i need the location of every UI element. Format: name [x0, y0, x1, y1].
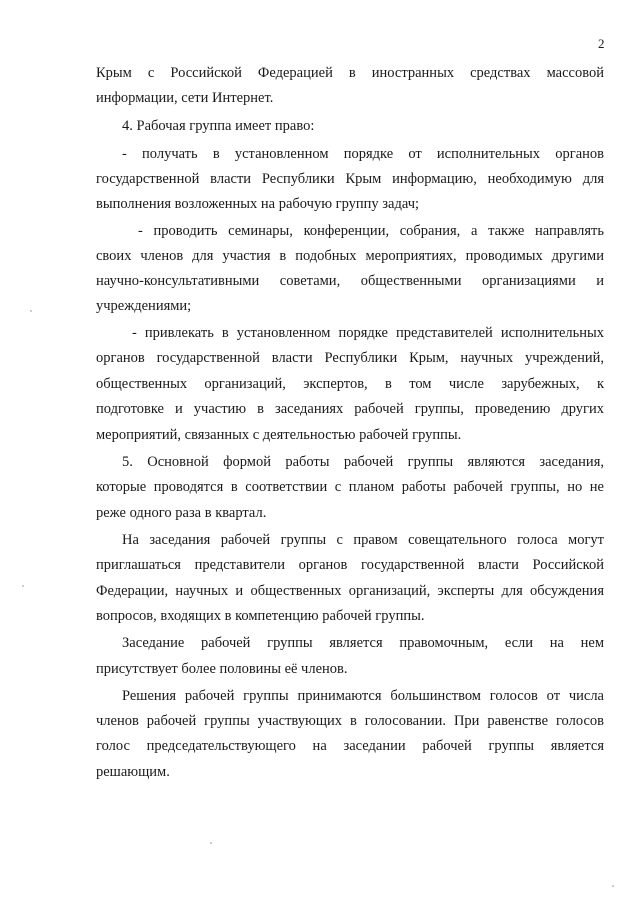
text-line: мероприятий, связанных с деятельностью рабочей группы. [96, 427, 462, 443]
text-line: государственной власти Республики Крым информацию, необходимую для [96, 171, 604, 187]
scan-speck [612, 885, 614, 887]
text-line: общественных организаций, экспертов, в том числе зарубежных, к [96, 376, 604, 392]
text-line: На заседания рабочей группы с правом совещательного голоса могут [122, 532, 604, 548]
text-line: которые проводятся в соответствии с планом работы рабочей группы, но не [96, 479, 604, 495]
text-line: Федерации, научных и общественных организаций, эксперты для обсуждения [96, 583, 604, 599]
text-line: научно-консультативными советами, общественными организациями и [96, 273, 604, 289]
text-line: голос председательствующего на заседании рабочей группы является [96, 738, 604, 754]
text-line: учреждениями; [96, 298, 192, 314]
text-line: 5. Основной формой работы рабочей группы являются заседания, [122, 454, 604, 470]
text-line: членов рабочей группы участвующих в голосовании. При равенстве голосов [96, 713, 604, 729]
text-line: присутствует более половины её членов. [96, 661, 348, 677]
text-line: реже одного раза в квартал. [96, 505, 267, 521]
text-line: - получать в установленном порядке от исполнительных органов [122, 146, 604, 162]
scan-speck [30, 310, 32, 312]
text-line: органов государственной власти Республики Крым, научных учреждений, [96, 350, 604, 366]
text-line: - проводить семинары, конференции, собрания, а также направлять [138, 223, 604, 239]
text-line: подготовке и участию в заседаниях рабочей группы, проведению других [96, 401, 604, 417]
text-line: Решения рабочей группы принимаются большинством голосов от числа [122, 688, 604, 704]
scan-speck [22, 585, 24, 587]
scan-speck [210, 842, 212, 844]
paragraph-heading: 4. Рабочая группа имеет право: [122, 118, 315, 134]
text-line: своих членов для участия в подобных мероприятиях, проводимых другими [96, 248, 604, 264]
text-line: информации, сети Интернет. [96, 90, 274, 106]
page-number: 2 [598, 36, 605, 51]
text-line: - привлекать в установленном порядке представителей исполнительных [132, 325, 604, 341]
text-line: вопросов, входящих в компетенцию рабочей группы. [96, 608, 425, 624]
text-line: приглашаться представители органов государственной власти Российской [96, 557, 604, 573]
text-line: решающим. [96, 764, 170, 780]
text-line: выполнения возложенных на рабочую группу задач; [96, 196, 420, 212]
text-line: Крым с Российской Федерацией в иностранных средствах массовой [96, 65, 604, 81]
text-line: Заседание рабочей группы является правомочным, если на нем [122, 635, 604, 651]
